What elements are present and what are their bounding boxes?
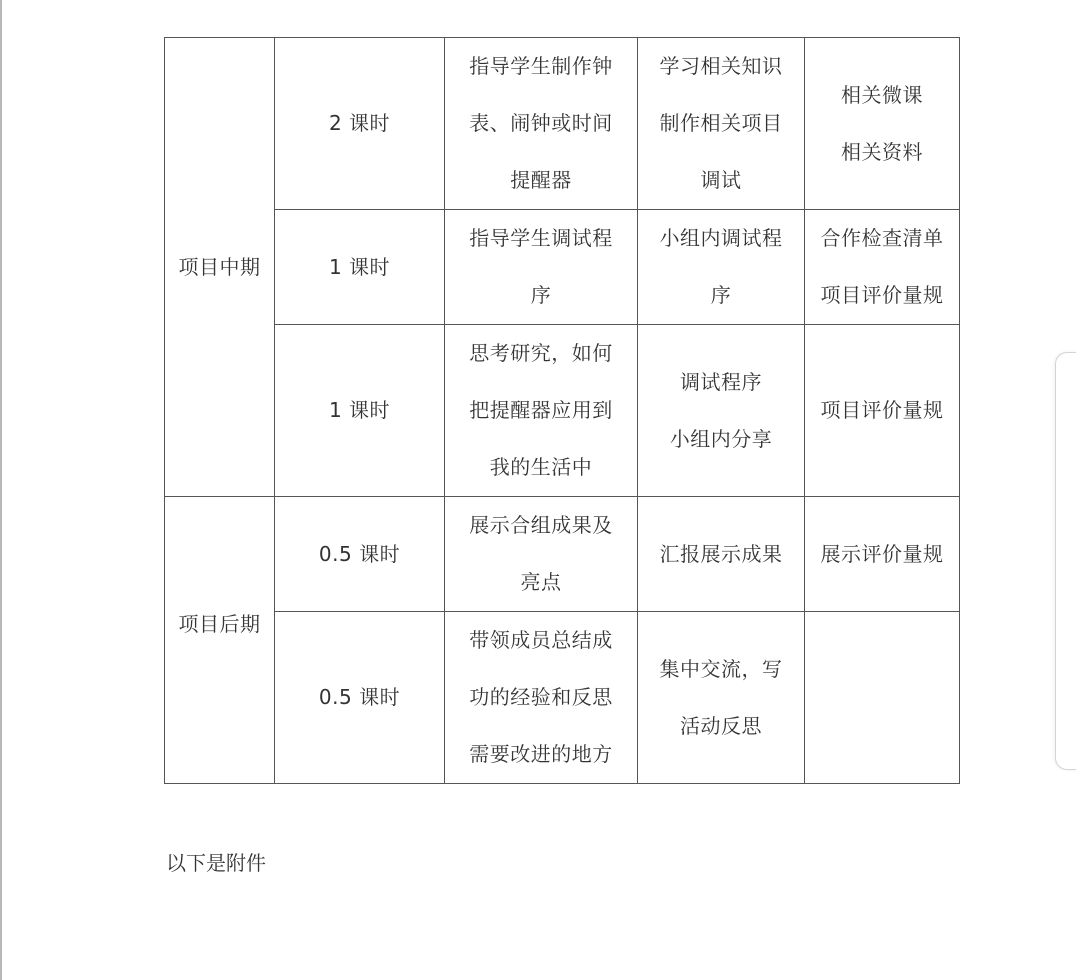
teacher-activity-cell: 指导学生制作钟 表、闹钟或时间 提醒器 [445,38,638,210]
hours-cell: 2 课时 [275,38,445,210]
student-activity-cell: 汇报展示成果 [638,497,805,612]
hours-cell: 1 课时 [275,210,445,325]
phase-cell-late: 项目后期 [165,497,275,784]
resources-cell: 合作检查清单 项目评价量规 [805,210,960,325]
teacher-activity-cell: 指导学生调试程 序 [445,210,638,325]
left-edge-divider [0,0,2,980]
student-activity-cell: 小组内调试程 序 [638,210,805,325]
student-activity-cell: 学习相关知识 制作相关项目 调试 [638,38,805,210]
attachment-note: 以下是附件 [166,851,266,875]
student-activity-cell: 调试程序 小组内分享 [638,325,805,497]
project-plan-table [164,37,960,784]
hours-cell: 1 课时 [275,325,445,497]
table-row [165,497,960,612]
teacher-activity-cell: 思考研究，如何 把提醒器应用到 我的生活中 [445,325,638,497]
table-row [165,38,960,210]
resources-cell: 相关微课 相关资料 [805,38,960,210]
teacher-activity-cell: 带领成员总结成 功的经验和反思 需要改进的地方 [445,612,638,784]
table-row [165,210,960,325]
student-activity-cell: 集中交流，写 活动反思 [638,612,805,784]
table-row [165,612,960,784]
side-scroll-handle[interactable] [1055,352,1076,770]
hours-cell: 0.5 课时 [275,612,445,784]
table-row [165,325,960,497]
hours-cell: 0.5 课时 [275,497,445,612]
phase-cell-mid: 项目中期 [165,38,275,497]
resources-cell: 项目评价量规 [805,325,960,497]
teacher-activity-cell: 展示合组成果及 亮点 [445,497,638,612]
resources-cell [805,612,960,784]
resources-cell: 展示评价量规 [805,497,960,612]
